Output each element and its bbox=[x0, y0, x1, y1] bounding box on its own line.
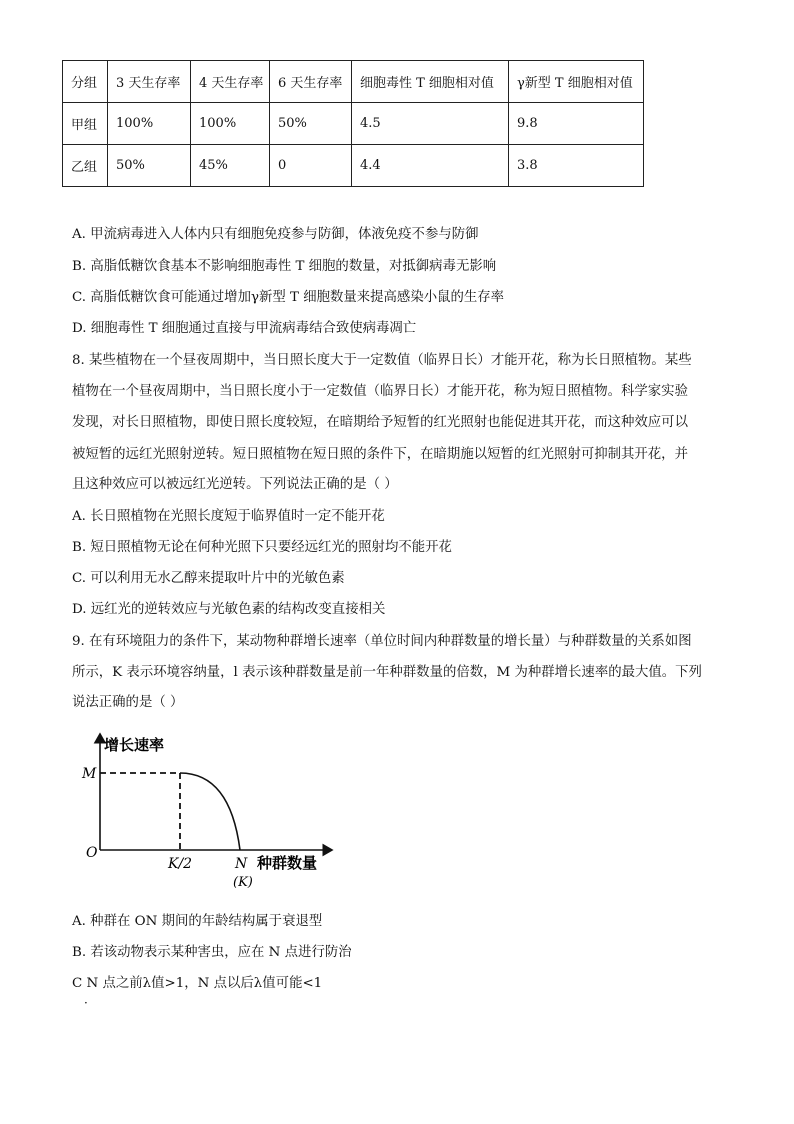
q8-stem-line: 8. 某些植物在一个昼夜周期中，当日照长度大于一定数值（临界日长）才能开花，称为长日照植物。某些 bbox=[72, 353, 692, 368]
table-cell: 3.8 bbox=[509, 145, 644, 187]
origin-label: O bbox=[86, 845, 98, 861]
table-header-cell: 细胞毒性 T 细胞相对值 bbox=[352, 61, 509, 103]
growth-rate-graph bbox=[80, 728, 340, 893]
table-row bbox=[63, 103, 644, 145]
q9-stem-line: 9. 在有环境阻力的条件下，某动物种群增长速率（单位时间内种群数量的增长量）与种群数量的关系如图 bbox=[72, 634, 692, 649]
table-cell: 9.8 bbox=[509, 103, 644, 145]
q8-option-b: B. 短日照植物无论在何种光照下只要经远红光的照射均不能开花 bbox=[72, 540, 452, 555]
q9-stem-line: 所示，K 表示环境容纳量，l 表示该种群数量是前一年种群数量的倍数，M 为种群增长速率的最大值。下列 bbox=[72, 665, 702, 680]
q8-stem-line: 且这种效应可以被远红光逆转。下列说法正确的是（ ） bbox=[72, 477, 398, 492]
q8-option-d: D. 远红光的逆转效应与光敏色素的结构改变直接相关 bbox=[72, 602, 386, 617]
q7-option-d: D. 细胞毒性 T 细胞通过直接与甲流病毒结合致使病毒凋亡 bbox=[72, 321, 417, 336]
table-header-cell: γ新型 T 细胞相对值 bbox=[509, 61, 644, 103]
x-axis-label: 种群数量 bbox=[257, 854, 318, 872]
stray-dot: · bbox=[84, 996, 88, 1010]
y-axis-label: 增长速率 bbox=[104, 736, 165, 754]
q9-option-c: C N 点之前λ值>1，N 点以后λ值可能<1 bbox=[72, 976, 323, 991]
n-label: N bbox=[235, 856, 248, 872]
table-cell: 乙组 bbox=[63, 145, 108, 187]
q7-option-b: B. 高脂低糖饮食基本不影响细胞毒性 T 细胞的数量，对抵御病毒无影响 bbox=[72, 259, 497, 274]
table-row bbox=[63, 145, 644, 187]
table-cell: 0 bbox=[270, 145, 352, 187]
k-label: (K) bbox=[233, 875, 253, 890]
table-header-cell: 分组 bbox=[63, 61, 108, 103]
q8-option-c: C. 可以利用无水乙醇来提取叶片中的光敏色素 bbox=[72, 571, 345, 586]
table-cell: 50% bbox=[108, 145, 191, 187]
table-cell: 4.4 bbox=[352, 145, 509, 187]
q8-stem-line: 被短暂的远红光照射逆转。短日照植物在短日照的条件下，在暗期施以短暂的红光照射可抑制其开花，并 bbox=[72, 447, 688, 462]
table-cell: 50% bbox=[270, 103, 352, 145]
table-header-cell: 6 天生存率 bbox=[270, 61, 352, 103]
q9-stem-line: 说法正确的是（ ） bbox=[72, 695, 184, 710]
k-half-label: K/2 bbox=[168, 856, 193, 872]
table-cell: 甲组 bbox=[63, 103, 108, 145]
table-header-cell: 4 天生存率 bbox=[191, 61, 270, 103]
q9-option-b: B. 若该动物表示某种害虫，应在 N 点进行防治 bbox=[72, 945, 352, 960]
q8-stem-line: 植物在一个昼夜周期中，当日照长度小于一定数值（临界日长）才能开花，称为短日照植物。科学家实验 bbox=[72, 384, 688, 399]
survival-table bbox=[62, 60, 644, 187]
table-header-cell: 3 天生存率 bbox=[108, 61, 191, 103]
table-cell: 45% bbox=[191, 145, 270, 187]
q7-option-a: A. 甲流病毒进入人体内只有细胞免疫参与防御，体液免疫不参与防御 bbox=[72, 227, 479, 242]
m-label: M bbox=[82, 766, 97, 782]
table-header-row bbox=[63, 61, 644, 103]
table-cell: 4.5 bbox=[352, 103, 509, 145]
table-cell: 100% bbox=[108, 103, 191, 145]
q9-option-a: A. 种群在 ON 期间的年龄结构属于衰退型 bbox=[72, 914, 323, 929]
table-cell: 100% bbox=[191, 103, 270, 145]
q8-stem-line: 发现，对长日照植物，即使日照长度较短，在暗期给予短暂的红光照射也能促进其开花，而这种效应可以 bbox=[72, 415, 688, 430]
q8-option-a: A. 长日照植物在光照长度短于临界值时一定不能开花 bbox=[72, 509, 385, 524]
q7-option-c: C. 高脂低糖饮食可能通过增加γ新型 T 细胞数量来提高感染小鼠的生存率 bbox=[72, 290, 505, 305]
growth-rate-curve bbox=[180, 773, 240, 850]
